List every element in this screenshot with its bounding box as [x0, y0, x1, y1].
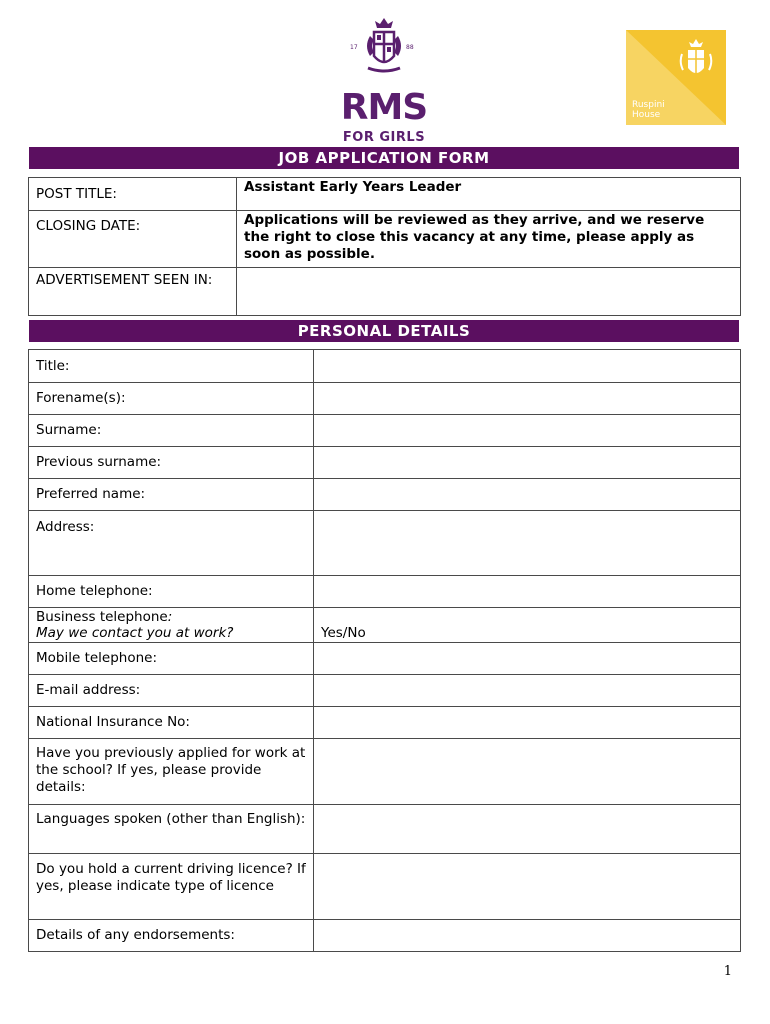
table-row	[29, 608, 741, 643]
school-crest-icon	[360, 16, 408, 78]
address-label: Address:	[29, 511, 314, 576]
post-title-label: POST TITLE:	[29, 178, 237, 211]
closing-date-value[interactable]: Applications will be reviewed as they arrive, and we reserve the right to close this vacancy at any time, please apply as soon as possible.	[237, 211, 741, 268]
title-label: Title:	[29, 350, 314, 383]
mobile-telephone-field[interactable]	[314, 643, 741, 675]
contact-at-work-yes-no[interactable]: Yes/No	[314, 608, 741, 643]
table-row	[29, 511, 741, 576]
logo-title: RMS	[340, 87, 428, 128]
business-telephone-label: Business telephone: May we contact you at work?	[29, 608, 314, 643]
endorsements-field[interactable]	[314, 920, 741, 952]
ruspini-crest-icon	[678, 38, 714, 82]
rms-logo	[336, 14, 432, 145]
table-row	[29, 178, 741, 211]
table-row	[29, 854, 741, 920]
previously-applied-label: Have you previously applied for work at the school? If yes, please provide details:	[29, 739, 314, 805]
table-row	[29, 643, 741, 675]
table-row	[29, 479, 741, 511]
home-telephone-field[interactable]	[314, 576, 741, 608]
previous-surname-label: Previous surname:	[29, 447, 314, 479]
personal-details-heading: PERSONAL DETAILS	[29, 320, 739, 342]
logo-subtitle: FOR GIRLS	[342, 130, 426, 145]
address-field[interactable]	[314, 511, 741, 576]
mobile-telephone-label: Mobile telephone:	[29, 643, 314, 675]
national-insurance-field[interactable]	[314, 707, 741, 739]
previously-applied-field[interactable]	[314, 739, 741, 805]
contact-at-work-question: May we contact you at work?	[36, 625, 234, 641]
table-row	[29, 211, 741, 268]
driving-licence-field[interactable]	[314, 854, 741, 920]
email-address-field[interactable]	[314, 675, 741, 707]
endorsements-label: Details of any endorsements:	[29, 920, 314, 952]
forenames-label: Forename(s):	[29, 383, 314, 415]
national-insurance-label: National Insurance No:	[29, 707, 314, 739]
table-row	[29, 268, 741, 316]
ruspini-label: Ruspini House	[632, 100, 665, 120]
surname-field[interactable]	[314, 415, 741, 447]
founding-year-right: 88	[406, 44, 414, 51]
table-row	[29, 415, 741, 447]
post-title-value[interactable]: Assistant Early Years Leader	[237, 178, 741, 211]
job-details-table	[28, 177, 741, 316]
table-row	[29, 350, 741, 383]
surname-label: Surname:	[29, 415, 314, 447]
table-row	[29, 576, 741, 608]
table-row	[29, 739, 741, 805]
table-row	[29, 675, 741, 707]
ruspini-house-logo	[626, 30, 726, 125]
previous-surname-field[interactable]	[314, 447, 741, 479]
table-row	[29, 920, 741, 952]
table-row	[29, 383, 741, 415]
driving-licence-label: Do you hold a current driving licence? If yes, please indicate type of licence	[29, 854, 314, 920]
table-row	[29, 805, 741, 854]
personal-details-table	[28, 349, 741, 952]
advertisement-seen-field[interactable]	[237, 268, 741, 316]
preferred-name-field[interactable]	[314, 479, 741, 511]
page-number: 1	[723, 964, 732, 979]
advertisement-seen-label: ADVERTISEMENT SEEN IN:	[29, 268, 237, 316]
table-row	[29, 707, 741, 739]
languages-spoken-label: Languages spoken (other than English):	[29, 805, 314, 854]
home-telephone-label: Home telephone:	[29, 576, 314, 608]
preferred-name-label: Preferred name:	[29, 479, 314, 511]
email-address-label: E-mail address:	[29, 675, 314, 707]
table-row	[29, 447, 741, 479]
forenames-field[interactable]	[314, 383, 741, 415]
founding-year-left: 17	[350, 44, 358, 51]
languages-spoken-field[interactable]	[314, 805, 741, 854]
job-application-heading: JOB APPLICATION FORM	[29, 147, 739, 169]
closing-date-label: CLOSING DATE:	[29, 211, 237, 268]
title-field[interactable]	[314, 350, 741, 383]
